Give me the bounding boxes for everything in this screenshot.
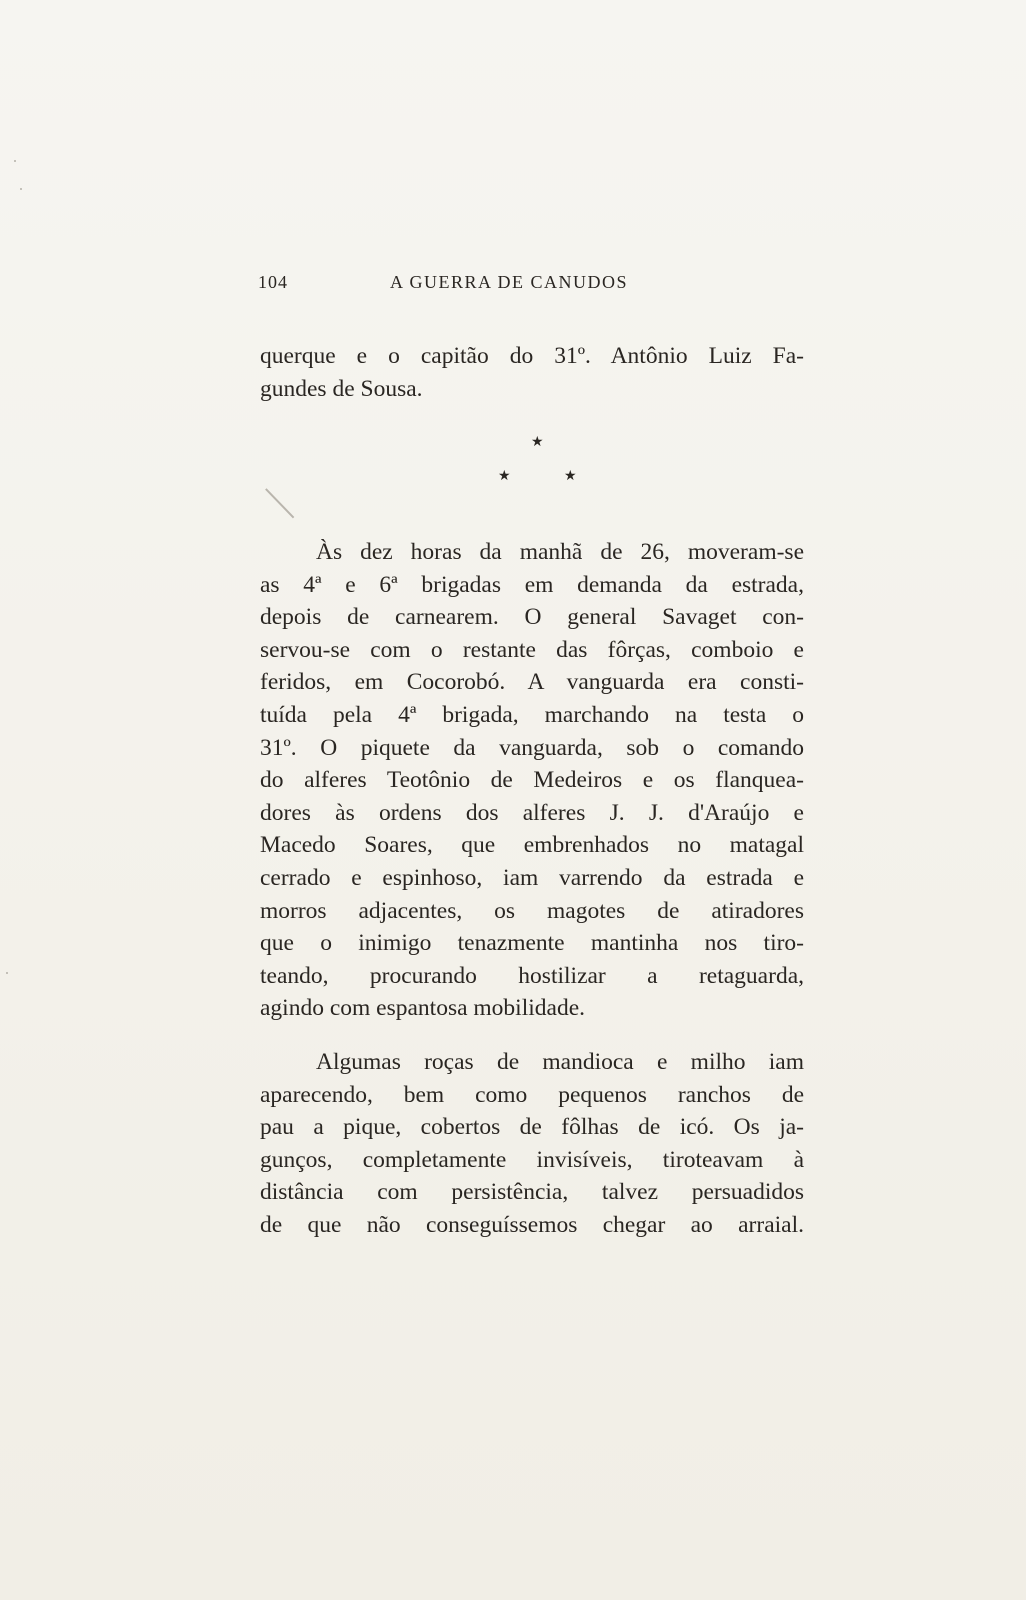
- paper-speck: [14, 160, 16, 162]
- text-line: Algumas roças de mandioca e milho iam: [316, 1049, 804, 1075]
- text-line: depois de carnearem. O general Savaget con-: [260, 604, 804, 631]
- text-line: querque e o capitão do 31º. Antônio Luiz Fa-: [260, 343, 804, 369]
- text-line: gundes de Sousa.: [260, 375, 423, 402]
- text-line: cerrado e espinhoso, iam varrendo da estrada e: [260, 864, 804, 891]
- text-line: aparecendo, bem como pequenos ranchos de: [260, 1081, 804, 1108]
- text-line: Macedo Soares, que embrenhados no matagal: [260, 832, 804, 859]
- text-line: morros adjacentes, os magotes de atiradores: [260, 897, 804, 924]
- running-head: [258, 272, 798, 298]
- page-number: 104: [258, 272, 288, 292]
- text-line: do alferes Teotônio de Medeiros e os flanquea-: [260, 767, 804, 794]
- text-line: servou-se com o restante das fôrças, comboio e: [260, 636, 804, 663]
- star-icon: ★: [531, 435, 544, 450]
- text-line: Às dez horas da manhã de 26, moveram-se: [316, 539, 804, 565]
- text-line: pau a pique, cobertos de fôlhas de icó. Os ja-: [260, 1114, 804, 1141]
- star-icon: ★: [564, 469, 577, 484]
- pencil-mark: [265, 488, 294, 518]
- star-icon: ★: [498, 469, 511, 484]
- paper-speck: [20, 188, 22, 190]
- text-line: de que não conseguíssemos chegar ao arraial.: [260, 1211, 804, 1238]
- paragraph-2: [260, 1046, 804, 1242]
- text-line: as 4ª e 6ª brigadas em demanda da estrada,: [260, 571, 804, 598]
- text-line: tuída pela 4ª brigada, marchando na testa o: [260, 701, 804, 728]
- text-line: agindo com espantosa mobilidade.: [260, 995, 586, 1022]
- book-title: A GUERRA DE CANUDOS: [390, 272, 629, 292]
- paragraph-1: [260, 536, 804, 1025]
- paragraph-continuation: [260, 340, 804, 405]
- text-line: gunços, completamente invisíveis, tiroteavam à: [260, 1146, 804, 1173]
- text-line: que o inimigo tenazmente mantinha nos tiro-: [260, 930, 804, 957]
- paper-speck: [6, 972, 8, 974]
- text-line: dores às ordens dos alferes J. J. d'Araújo e: [260, 799, 804, 826]
- text-line: feridos, em Cocorobó. A vanguarda era consti-: [260, 669, 804, 696]
- section-break-asterism: [480, 436, 580, 486]
- text-line: teando, procurando hostilizar a retaguarda,: [260, 962, 804, 989]
- text-line: 31º. O piquete da vanguarda, sob o comando: [260, 734, 804, 761]
- text-line: distância com persistência, talvez persuadidos: [260, 1179, 804, 1206]
